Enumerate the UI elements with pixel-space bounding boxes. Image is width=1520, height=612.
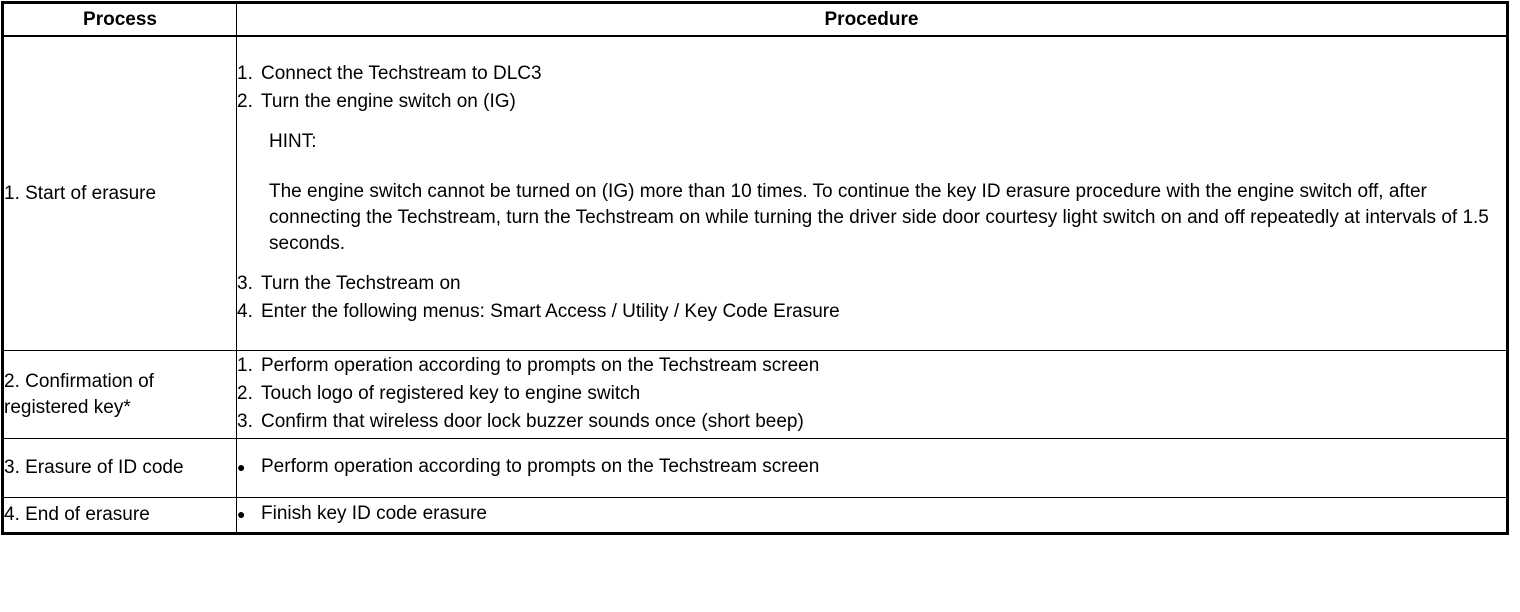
step-text: Connect the Techstream to DLC3 bbox=[261, 62, 542, 84]
step-text: Touch logo of registered key to engine switch bbox=[261, 382, 641, 404]
step-text: Perform operation according to prompts on the Techstream screen bbox=[261, 354, 820, 376]
list-item bbox=[237, 299, 1506, 327]
step-number: 2. bbox=[237, 382, 253, 404]
column-header-process: Process bbox=[3, 3, 237, 37]
process-cell: 1. Start of erasure bbox=[3, 36, 237, 351]
step-list bbox=[237, 271, 1506, 327]
table-row bbox=[3, 439, 1508, 498]
procedure-cell bbox=[237, 439, 1508, 498]
step-text: Turn the Techstream on bbox=[261, 272, 461, 294]
step-text: Turn the engine switch on (IG) bbox=[261, 90, 516, 112]
hint-title: HINT: bbox=[269, 130, 317, 152]
step-number: 1. bbox=[237, 62, 253, 84]
step-number: 2. bbox=[237, 90, 253, 112]
list-item bbox=[237, 89, 1506, 117]
step-list bbox=[237, 454, 1506, 482]
step-text: Finish key ID code erasure bbox=[261, 503, 487, 524]
list-item bbox=[237, 454, 1506, 482]
bullet-icon: ● bbox=[237, 459, 246, 475]
step-list bbox=[237, 353, 1506, 437]
list-item bbox=[237, 353, 1506, 381]
list-item bbox=[237, 271, 1506, 299]
step-number: 4. bbox=[237, 300, 253, 322]
list-item bbox=[237, 61, 1506, 89]
list-item bbox=[237, 501, 1506, 529]
step-text: Confirm that wireless door lock buzzer sounds once (short beep) bbox=[261, 410, 804, 432]
bullet-icon: ● bbox=[237, 506, 246, 522]
process-cell: 2. Confirmation of registered key* bbox=[3, 351, 237, 439]
column-header-procedure: Procedure bbox=[237, 3, 1508, 37]
list-item bbox=[237, 409, 1506, 437]
list-item bbox=[237, 381, 1506, 409]
table-row bbox=[3, 36, 1508, 351]
step-list bbox=[237, 501, 1506, 529]
step-number: 3. bbox=[237, 410, 253, 432]
hint-text: The engine switch cannot be turned on (IG) more than 10 times. To continue the key ID erasure procedure with the engine switch off, after connecting the Techstream, turn the Techstream on while turning the driver side door courtesy light switch on and off repeatedly at intervals of 1.5 seconds. bbox=[269, 180, 1489, 254]
step-list bbox=[237, 61, 1506, 117]
process-cell: 3. Erasure of ID code bbox=[3, 439, 237, 498]
table-row bbox=[3, 498, 1508, 534]
header-row bbox=[3, 3, 1508, 37]
procedure-cell bbox=[237, 351, 1508, 439]
procedure-cell bbox=[237, 36, 1508, 351]
step-text: Enter the following menus: Smart Access / Utility / Key Code Erasure bbox=[261, 300, 840, 322]
step-number: 3. bbox=[237, 272, 253, 294]
hint-block bbox=[237, 129, 1506, 257]
procedure-table bbox=[1, 1, 1509, 535]
step-text: Perform operation according to prompts on the Techstream screen bbox=[261, 456, 820, 477]
step-number: 1. bbox=[237, 354, 253, 376]
process-cell: 4. End of erasure bbox=[3, 498, 237, 534]
table-row bbox=[3, 351, 1508, 439]
procedure-cell bbox=[237, 498, 1508, 534]
